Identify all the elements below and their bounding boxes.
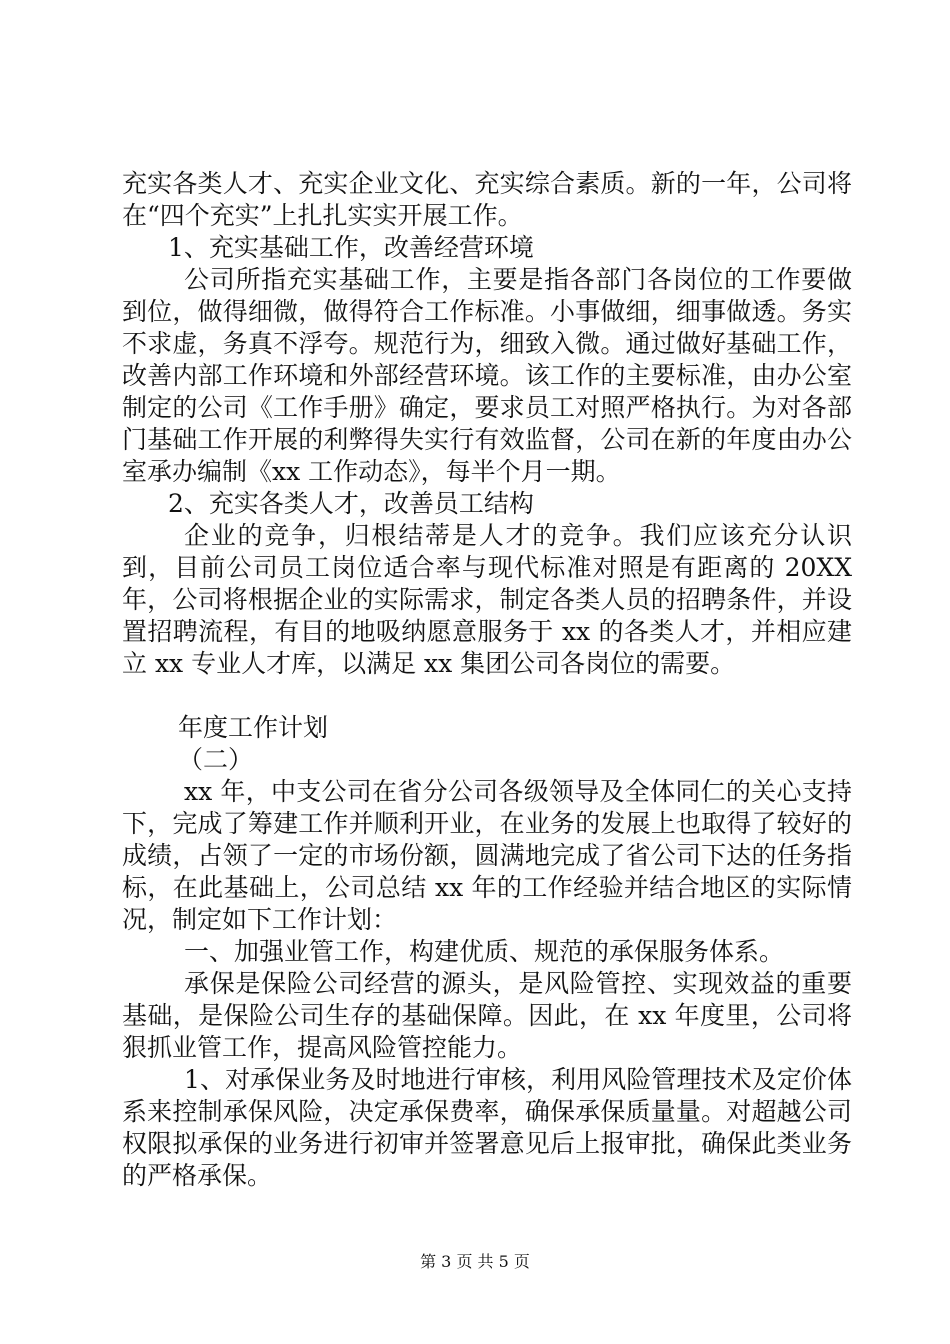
section-heading-talent: 2、充实各类人才，改善员工结构 [168,489,534,518]
page-footer: 第 3 页 共 5 页 [420,1252,530,1271]
paragraph-talent: 企业的竞争，归根结蒂是人才的竞争。我们应该充分认识到，目前公司员工岗位适合率与现代标准对照是有距离的 20XX 年，公司将根据企业的实际需求，制定各类人员的招聘条件，并设置招聘流程，有目的地吸纳愿意服务于 xx 的各类人才，并相应建立 xx 专业人才库，以满足 xx 集团公司各岗位的需要。 [122,521,852,678]
paragraph-continuation: 充实各类人才、充实企业文化、充实综合素质。新的一年，公司将在“四个充实”上扎扎实实开展工作。 [122,169,852,230]
paragraph-gap [122,680,852,712]
paragraph-underwriting: 承保是保险公司经营的源头，是风险管控、实现效益的重要基础，是保险公司生存的基础保障。因此，在 xx 年度里，公司将狠抓业管工作，提高风险管控能力。 [122,969,852,1062]
paragraph-basic-work: 公司所指充实基础工作，主要是指各部门各岗位的工作要做到位，做得细微，做得符合工作标准。小事做细，细事做透。务实不求虚，务真不浮夸。规范行为，细致入微。通过做好基础工作，改善内部工作环境和外部经营环境。该工作的主要标准，由办公室制定的公司《工作手册》确定，要求员工对照严格执行。为对各部门基础工作开展的利弊得失实行有效监督，公司在新的年度由办公室承办编制《xx 工作动态》，每半个月一期。 [122,265,852,486]
section-heading-underwriting: 一、加强业管工作，构建优质、规范的承保服务体系。 [184,937,785,966]
plan-subtitle: （二） [178,745,254,774]
paragraph-overview: xx 年，中支公司在省分公司各级领导及全体同仁的关心支持下，完成了筹建工作并顺利开业，在业务的发展上也取得了较好的成绩，占领了一定的市场份额，圆满地完成了省公司下达的任务指标，在此基础上，公司总结 xx 年的工作经验并结合地区的实际情况，制定如下工作计划： [122,777,852,934]
paragraph-underwriting-review: 1、对承保业务及时地进行审核，利用风险管理技术及定价体系来控制承保风险，决定承保费率，确保承保质量量。对超越公司权限拟承保的业务进行初审并签署意见后上报审批，确保此类业务的严格承保。 [122,1065,852,1190]
plan-title: 年度工作计划 [178,713,329,742]
document-body [122,168,852,1192]
section-heading-basic-work: 1、充实基础工作，改善经营环境 [168,233,534,262]
